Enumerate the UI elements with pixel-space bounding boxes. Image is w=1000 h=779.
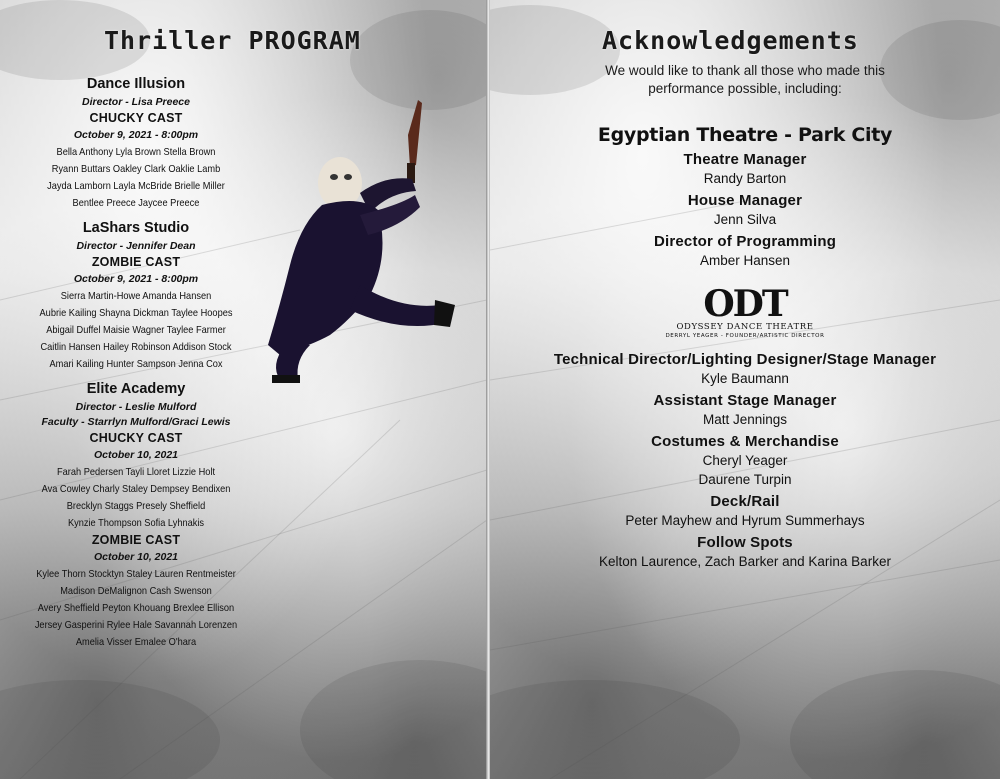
cast-names-line: Bella Anthony Lyla Brown Stella Brown <box>56 146 216 158</box>
credit-name: Peter Mayhew and Hyrum Summerhays <box>625 513 865 528</box>
acknowledgements-title: Acknowledgements <box>602 26 859 55</box>
cast-names-line: Caitlin Hansen Hailey Robinson Addison Stock <box>40 341 232 353</box>
venue-credits <box>490 150 1000 273</box>
venue-name: Egyptian Theatre - Park City <box>597 124 893 146</box>
cast-names-line: Farah Pedersen Tayli Lloret Lizzie Holt <box>56 466 216 478</box>
studio-block <box>10 220 262 373</box>
credit-name: Matt Jennings <box>702 412 788 427</box>
production-credits <box>490 350 1000 574</box>
program-panel <box>0 0 487 779</box>
cast-date: October 9, 2021 - 8:00pm <box>73 129 199 141</box>
credit-name: Amber Hansen <box>699 253 791 268</box>
dancer-photo <box>250 95 460 385</box>
cast-names-line: Amelia Visser Emalee O'hara <box>75 636 197 648</box>
studio-director: Director - Lisa Preece <box>82 96 190 108</box>
credit-role: Assistant Stage Manager <box>653 392 837 409</box>
credit-name: Daurene Turpin <box>698 472 792 487</box>
credit-name: Kyle Baumann <box>701 371 789 386</box>
cast-names-line: Amari Kailing Hunter Sampson Jenna Cox <box>49 358 223 370</box>
cast-names-line: Avery Sheffield Peyton Khouang Brexlee Ellison <box>37 602 235 614</box>
cast-names-line: Ryann Buttars Oakley Clark Oaklie Lamb <box>51 163 221 175</box>
cast-names-line: Ava Cowley Charly Staley Dempsey Bendixen <box>41 483 231 495</box>
credit-role: Deck/Rail <box>710 493 780 510</box>
cast-label: ZOMBIE CAST <box>91 533 181 547</box>
cast-names-line: Brecklyn Staggs Presely Sheffield <box>66 500 206 512</box>
studio-director: Director - Leslie Mulford <box>75 401 197 413</box>
credit-name: Kelton Laurence, Zach Barker and Karina Barker <box>599 554 891 569</box>
cast-label: ZOMBIE CAST <box>91 255 181 269</box>
studio-block <box>10 76 262 212</box>
cast-label: CHUCKY CAST <box>89 431 183 445</box>
cast-date: October 10, 2021 <box>93 449 179 461</box>
cast-date: October 10, 2021 <box>93 551 179 563</box>
cast-names-line: Aubrie Kailing Shayna Dickman Taylee Hoopes <box>39 307 233 319</box>
thanks-line: We would like to thank all those who made this <box>605 63 885 78</box>
logo-mark: ODT <box>703 283 787 325</box>
cast-names-line: Abigail Duffel Maisie Wagner Taylee Farmer <box>46 324 226 336</box>
studio-name: LaShars Studio <box>82 220 190 236</box>
studio-faculty: Faculty - Starrlyn Mulford/Graci Lewis <box>41 416 231 428</box>
credit-role: Technical Director/Lighting Designer/Stage Manager <box>553 351 937 368</box>
credit-name: Jenn Silva <box>713 212 777 227</box>
studio-name: Dance Illusion <box>86 76 186 92</box>
program-list <box>10 76 262 651</box>
studio-block <box>10 381 262 651</box>
credit-role: Director of Programming <box>653 233 837 250</box>
cast-date: October 9, 2021 - 8:00pm <box>73 273 199 285</box>
thanks-line: performance possible, including: <box>648 81 842 96</box>
studio-director: Director - Jennifer Dean <box>76 240 196 252</box>
logo-name: ODYSSEY DANCE THEATRE <box>676 322 814 332</box>
credit-name: Randy Barton <box>703 171 787 186</box>
cast-names-line: Kynzie Thompson Sofia Lyhnakis <box>67 517 205 529</box>
credit-name: Cheryl Yeager <box>702 453 788 468</box>
cast-names-line: Sierra Martin-Howe Amanda Hansen <box>60 290 212 302</box>
cast-names-line: Bentlee Preece Jaycee Preece <box>72 197 200 209</box>
credit-role: Theatre Manager <box>683 151 807 168</box>
cast-names-line: Kylee Thorn Stocktyn Staley Lauren Rentmeister <box>36 568 236 580</box>
odyssey-logo <box>660 283 830 346</box>
logo-tagline: DERRYL YEAGER - FOUNDER/ARTISTIC DIRECTOR <box>665 333 825 339</box>
program-title: Thriller PROGRAM <box>104 26 361 55</box>
cast-names-line: Jersey Gasperini Rylee Hale Savannah Lorenzen <box>34 619 238 631</box>
cast-label: CHUCKY CAST <box>89 111 183 125</box>
credit-role: House Manager <box>687 192 803 209</box>
studio-name: Elite Academy <box>86 381 186 397</box>
credit-role: Costumes & Merchandise <box>651 433 839 450</box>
cast-names-line: Jayda Lamborn Layla McBride Brielle Miller <box>47 180 225 192</box>
credit-role: Follow Spots <box>697 534 793 551</box>
acknowledgements-panel <box>490 0 1000 779</box>
thanks-intro <box>490 62 1000 98</box>
cast-names-line: Madison DeMalignon Cash Swenson <box>60 585 212 597</box>
